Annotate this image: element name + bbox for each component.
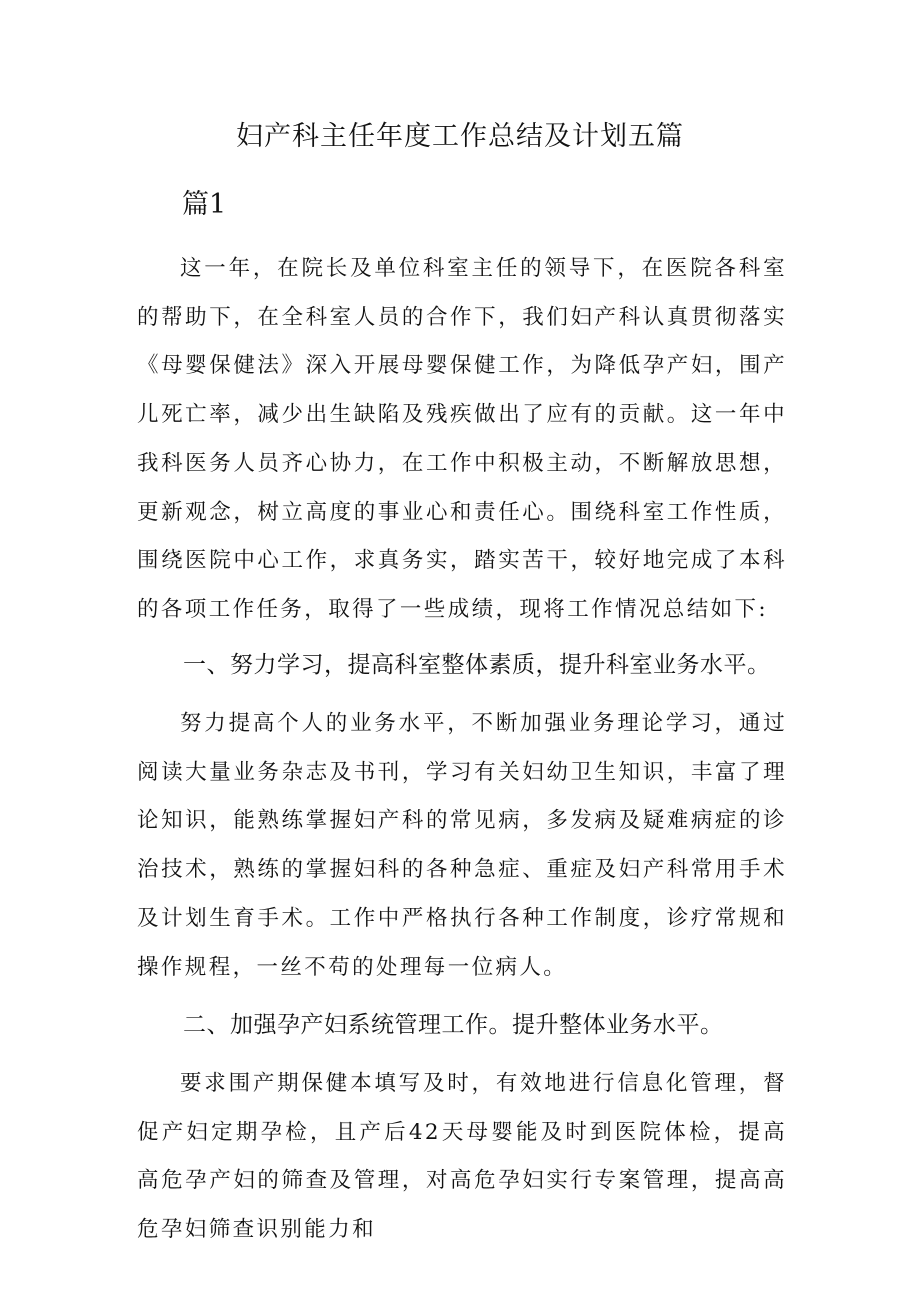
document-title: 妇产科主任年度工作总结及计划五篇 (236, 121, 684, 152)
section-label: 篇1 (182, 189, 227, 220)
body-paragraph-management: 要求围产期保健本填写及时，有效地进行信息化管理，督促产妇定期孕检，且产后42天母婴能及时到医院体检，提高高危孕产妇的筛查及管理，对高危孕妇实行专案管理，提高高危孕妇筛查识别能力和 (137, 1071, 787, 1243)
body-paragraph-study: 努力提高个人的业务水平，不断加强业务理论学习，通过阅读大量业务杂志及书刊，学习有关妇幼卫生知识，丰富了理论知识，能熟练掌握妇产科的常见病，多发病及疑难病症的诊治技术，熟练的掌握妇科的各种急症、重症及妇产科常用手术及计划生育手术。工作中严格执行各种工作制度，诊疗常规和操作规程，一丝不苟的处理每一位病人。 (137, 711, 787, 980)
section-heading-1: 一、努力学习，提高科室整体素质，提升科室业务水平。 (183, 652, 771, 678)
section-heading-2: 二、加强孕产妇系统管理工作。提升整体业务水平。 (183, 1012, 724, 1038)
body-paragraph-intro: 这一年，在院长及单位科室主任的领导下，在医院各科室的帮助下，在全科室人员的合作下，我们妇产科认真贯彻落实《母婴保健法》深入开展母婴保健工作，为降低孕产妇，围产儿死亡率，减少出生缺陷及残疾做出了应有的贡献。这一年中我科医务人员齐心协力，在工作中积极主动，不断解放思想，更新观念，树立高度的事业心和责任心。围绕科室工作性质，围绕医院中心工作，求真务实，踏实苦干，较好地完成了本科的各项工作任务，取得了一些成绩，现将工作情况总结如下: (137, 256, 787, 622)
